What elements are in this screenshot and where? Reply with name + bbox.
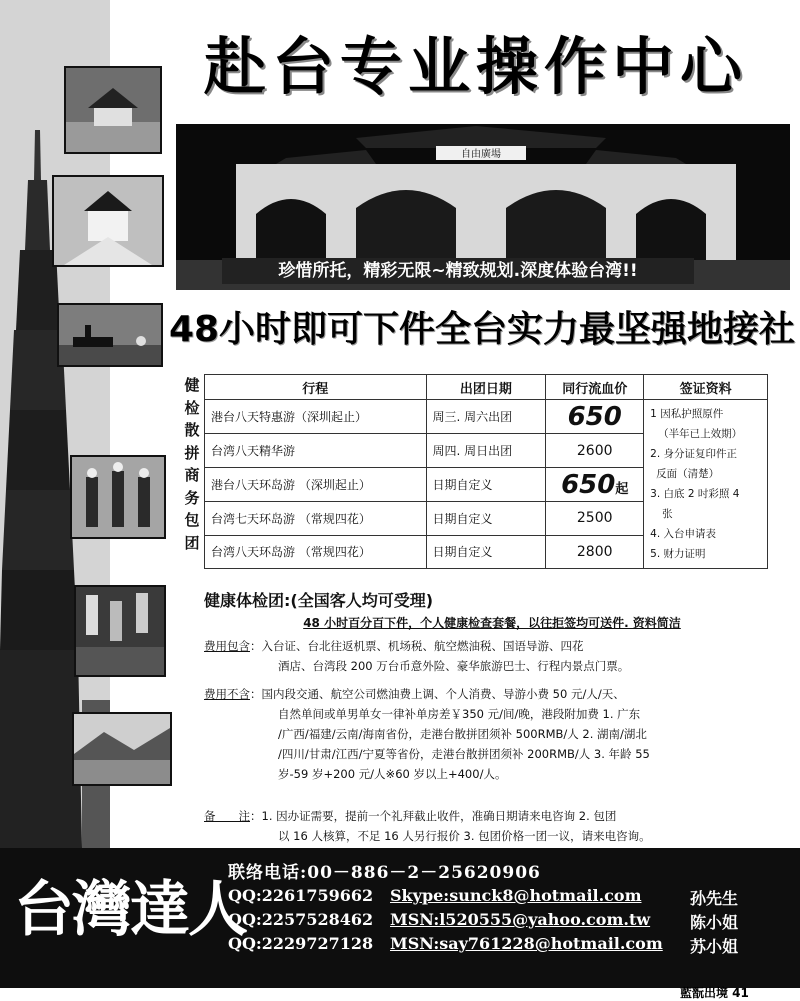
side-char: 包 <box>184 511 200 529</box>
visa-item: 3. 白底 2 吋彩照 4 <box>650 488 740 500</box>
column-header: 同行流血价 <box>546 375 644 400</box>
price-cell: 2500 <box>546 502 644 535</box>
harbor-ship-photo <box>57 303 163 367</box>
price-cell: 2600 <box>546 434 644 467</box>
column-header: 签证资料 <box>644 375 768 400</box>
contact-name: 苏小姐 <box>690 937 739 956</box>
health-check-subtitle: 48 小时百分百下件，个人健康检查套餐，以往拒签均可送件. 资料简洁 <box>303 616 681 630</box>
date-cell: 日期自定义 <box>426 467 546 501</box>
contact-qq[interactable]: QQ:2229727128 <box>228 934 374 953</box>
visa-item: 张 <box>662 508 673 520</box>
price-cell: 650 <box>546 400 644 434</box>
service-type-vertical-label <box>180 374 204 554</box>
gate-sign: 自由廣場 <box>461 149 501 160</box>
text-line: 以 16 人核算，不足 16 人另行报价 3. 包团价格一团一议，请来电咨询。 <box>278 829 651 843</box>
text-line: ：国内段交通、航空公司燃油费上调、个人消费、导游小费 50 元/人/天、 <box>250 687 625 701</box>
remarks-label: 备 注 <box>204 809 250 823</box>
side-char: 健 <box>184 376 200 394</box>
side-char: 拼 <box>184 443 200 462</box>
date-cell: 日期自定义 <box>426 502 546 535</box>
chiang-kai-shek-hall-photo <box>52 175 164 267</box>
text-line: 酒店、台湾段 200 万台币意外险、豪华旅游巴士、行程内景点门票。 <box>278 659 630 673</box>
memorial-hall-photo <box>64 66 162 154</box>
text-line: /广西/福建/云南/海南省份，走港台散拼团须补 500RMB/人 2. 湖南/湖北 <box>278 727 647 741</box>
fee-exclude-line <box>204 684 784 704</box>
contact-msn-link[interactable]: MSN:say761228@hotmail.com <box>390 934 663 953</box>
page-number: 藍翫出境 41 <box>680 986 749 1000</box>
contact-skype-link[interactable]: Skype:sunck8@hotmail.com <box>390 886 642 905</box>
side-char: 务 <box>184 488 200 507</box>
fee-include-block <box>204 636 784 676</box>
slogan-headline: 48小时即可下件全台实力最坚强地接社 <box>168 309 796 350</box>
text-line: 自然单间或单男单女一律补单房差￥350 元/间/晚，港段附加费 1. 广东 <box>278 707 641 721</box>
side-char: 散 <box>184 421 200 439</box>
text-line: ：入台证、台北往返机票、机场税、航空燃油税、国语导游、四花 <box>250 639 584 653</box>
visa-requirements-cell <box>644 400 768 569</box>
sun-moon-lake-photo <box>72 712 172 786</box>
date-cell: 日期自定义 <box>426 535 546 568</box>
column-header: 出团日期 <box>426 375 546 400</box>
date-cell: 周三. 周六出团 <box>426 400 546 434</box>
hero-caption: 珍惜所托，精彩无限~精致规划.深度体验台湾!! <box>222 258 694 284</box>
route-cell: 台湾八天环岛游 （常规四花） <box>205 535 427 568</box>
column-header: 行程 <box>205 375 427 400</box>
night-market-photo <box>74 585 166 677</box>
fee-exclude-label: 费用不含 <box>204 687 250 701</box>
route-cell: 台湾八天精华游 <box>205 434 427 467</box>
tour-price-table <box>204 374 768 569</box>
route-cell: 台湾七天环岛游 （常规四花） <box>205 502 427 535</box>
remarks-line <box>204 806 784 826</box>
side-char: 检 <box>184 398 200 417</box>
visa-item: 5. 财力证明 <box>650 548 706 560</box>
contact-name: 陈小姐 <box>690 913 739 932</box>
table-header-row <box>205 375 768 400</box>
side-char: 团 <box>184 533 200 552</box>
brand-logo-text: 台灣達人 <box>14 875 246 945</box>
visa-item: 反面（清楚） <box>656 468 720 480</box>
price-cell: 2800 <box>546 535 644 568</box>
price-value: 650 <box>561 469 616 500</box>
remarks-block <box>204 806 784 846</box>
fee-exclude-block <box>204 684 784 784</box>
text-line: /四川/甘肃/江西/宁夏等省份，走港台散拼团须补 200RMB/人 3. 年龄 55 <box>278 747 650 761</box>
price-suffix: 起 <box>615 481 629 497</box>
visa-item: （半年已上效期） <box>658 428 743 440</box>
date-cell: 周四. 周日出团 <box>426 434 546 467</box>
text-line: 岁-59 岁+200 元/人※60 岁以上+400/人。 <box>278 767 507 781</box>
contact-phone: 联络电话:00－886－2－25620906 <box>228 863 541 883</box>
side-char: 商 <box>184 466 200 484</box>
fee-include-line <box>204 636 784 656</box>
contact-qq[interactable]: QQ:2261759662 <box>228 886 374 905</box>
fee-include-label: 费用包含 <box>204 639 250 653</box>
visa-item: 1 因私护照原件 <box>650 408 724 420</box>
contact-name: 孙先生 <box>690 889 739 908</box>
contact-msn-link[interactable]: MSN:l520555@yahoo.com.tw <box>390 910 651 929</box>
text-line: ：1. 因办证需要，提前一个礼拜截止收件，准确日期请来电咨询 2. 包团 <box>250 809 617 823</box>
honor-guard-photo <box>70 455 166 539</box>
health-check-title: 健康体检团:(全国客人均可受理) <box>204 591 434 610</box>
route-cell: 港台八天环岛游 （深圳起止） <box>205 467 427 501</box>
visa-item: 4. 入台申请表 <box>650 528 717 540</box>
table-row <box>205 400 768 434</box>
page-title: 赴台专业操作中心 <box>203 30 748 103</box>
visa-item: 2. 身分证复印件正 <box>650 448 738 460</box>
route-cell: 港台八天特惠游（深圳起止） <box>205 400 427 434</box>
contact-qq[interactable]: QQ:2257528462 <box>228 910 374 929</box>
price-cell <box>546 467 644 501</box>
